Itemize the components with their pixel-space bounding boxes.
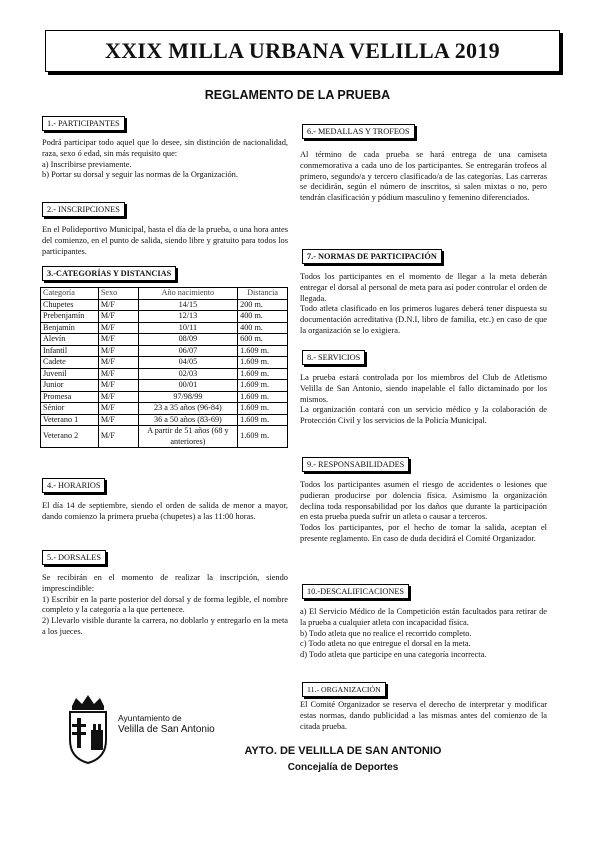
table-cell: M/F [98, 334, 138, 346]
table-row [41, 391, 288, 403]
participantes-item-a: a) Inscribirse previamente. [42, 159, 132, 169]
table-body [41, 299, 288, 448]
title-box [45, 30, 560, 72]
footer-concejalia: Concejalía de Deportes [287, 762, 399, 773]
section-heading-horarios: 4.- HORARIOS [42, 478, 105, 493]
table-row [41, 426, 288, 448]
crown-shield-logo-icon [66, 692, 110, 764]
dorsales-p2: 1) Escribir en la parte posterior del dorsal y de forma legible, el nombre completo y la categoría a la que pertenece. [42, 594, 288, 615]
footer-ayto [238, 745, 448, 774]
table-cell: A partir de 51 años (68 y anteriores) [138, 426, 237, 448]
table-header-row [41, 288, 288, 300]
medallas-text: Al término de cada prueba se hará entrega de una camiseta conmemorativa a cada uno de los participantes. Se entregarán trofeos al primero, segundo/a y tercero clasificado/a de las categorías. Las carreras se decidirán, según el número de inscritos, si salen mixtas o no, pero tendrán clasificación y pódium masculino y femenino diferenciados. [300, 150, 547, 203]
table-cell: 02/03 [138, 368, 237, 380]
dorsales-p1: Se recibirán en el momento de realizar la inscripción, siendo imprescindible: [42, 573, 288, 593]
table-row [41, 380, 288, 392]
table-cell: 1.609 m. [238, 403, 288, 415]
table-header-cell: Distancia [238, 288, 288, 300]
responsabilidades-p1: Todos los participantes asumen el riesgo de accidentes o lesiones que pudieran producirse por dolencia física. Asimismo la organización declina toda responsabilidad por los daños que durante la participación en esta prueba pueda sufrir un atleta o causar a terceros. [300, 480, 547, 522]
table-cell: Promesa [41, 391, 99, 403]
servicios-p2: La organización contará con un servicio médico y la colaboración de Protección Civil y los servicios de la Policía Municipal. [300, 405, 547, 426]
table-cell: 04/05 [138, 357, 237, 369]
descalificaciones-text [300, 607, 547, 661]
descalificaciones-a: a) El Servicio Médico de la Competición están facultados para retirar de la prueba a cualquier atleta con incapacidad física. [300, 607, 547, 627]
normas-p1: Todos los participantes en el momento de llegar a la meta deberán entregar el dorsal al personal de meta para así poder controlar el orden de llegada. [300, 272, 547, 303]
table-header-cell: Sexo [98, 288, 138, 300]
table-cell: Junior [41, 380, 99, 392]
inscripciones-text: En el Polideportivo Municipal, hasta el día de la prueba, o una hora antes del comienzo, en el punto de salida, siendo libre y gratuito para todos los participantes. [42, 225, 288, 256]
table-row [41, 357, 288, 369]
logo-line2: Velilla de San Antonio [118, 724, 215, 735]
table-cell: M/F [98, 357, 138, 369]
table-cell: 97/98/99 [138, 391, 237, 403]
table-row [41, 345, 288, 357]
page-subtitle: REGLAMENTO DE LA PRUEBA [204, 88, 391, 102]
table-cell: 1.609 m. [238, 391, 288, 403]
table-cell: M/F [98, 414, 138, 426]
table-row [41, 311, 288, 323]
table-cell: Prebenjamín [41, 311, 99, 323]
section-participantes-text [42, 138, 288, 181]
section-heading-dorsales: 5.- DORSALES [42, 550, 106, 565]
table-header-cell: Año nacimiento [138, 288, 237, 300]
table-row [41, 403, 288, 415]
table-cell: 10/11 [138, 322, 237, 334]
table-cell: 23 a 35 años (96-84) [138, 403, 237, 415]
servicios-text [300, 373, 547, 427]
normas-p2: Todo atleta clasificado en los primeros lugares deberá tener dispuesta su documentación acreditativa (D.N.I, libro de familia, etc.) en caso de que la organización se lo exigiera. [300, 304, 547, 335]
table-cell: 400 m. [238, 311, 288, 323]
responsabilidades-p2: Todos los participantes, por el hecho de tomar la salida, aceptan el presente reglamento. En caso de duda decidirá el Comité Organizador. [300, 523, 547, 543]
table-row [41, 334, 288, 346]
table-cell: M/F [98, 368, 138, 380]
table-row [41, 368, 288, 380]
responsabilidades-text [300, 480, 547, 545]
table-cell: 00/01 [138, 380, 237, 392]
table-cell: Alevín [41, 334, 99, 346]
dorsales-p3: 2) Llevarlo visible durante la carrera, no doblarlo y entregarlo en la meta a los jueces. [42, 616, 288, 636]
table-cell: 1.609 m. [238, 380, 288, 392]
section-heading-categorias: 3.-CATEGORÍAS Y DISTANCIAS [42, 266, 176, 281]
logo-line1: Ayuntamiento de [118, 713, 182, 723]
table-cell: M/F [98, 299, 138, 311]
table-cell: 1.609 m. [238, 357, 288, 369]
table-cell: 36 a 50 años (83-69) [138, 414, 237, 426]
table-cell: M/F [98, 345, 138, 357]
section-heading-organizacion: 11.- ORGANIZACIÓN [302, 682, 386, 697]
participantes-item-b: b) Portar su dorsal y seguir las normas de la Organización. [42, 170, 238, 180]
table-cell: 1.609 m. [238, 345, 288, 357]
section-heading-medallas: 6.- MEDALLAS Y TROFEOS [302, 124, 415, 139]
table-cell: Cadete [41, 357, 99, 369]
descalificaciones-b: b) Todo atleta que no realice el recorrido completo. [300, 628, 472, 638]
table-cell: Veterano 1 [41, 414, 99, 426]
table-cell: M/F [98, 380, 138, 392]
descalificaciones-c: c) Todo atleta no que entregue el dorsal en la meta. [300, 639, 471, 649]
table-cell: M/F [98, 311, 138, 323]
table-cell: Juvenil [41, 368, 99, 380]
table-cell: 1.609 m. [238, 414, 288, 426]
table-cell: M/F [98, 391, 138, 403]
section-heading-responsabilidades: 9.- RESPONSABILIDADES [302, 457, 409, 472]
table-cell: 600 m. [238, 334, 288, 346]
section-heading-servicios: 8.- SERVICIOS [302, 350, 365, 365]
descalificaciones-d: d) Todo atleta que participe en una categoría incorrecta. [300, 650, 487, 660]
table-cell: 06/07 [138, 345, 237, 357]
table-cell: Benjamín [41, 322, 99, 334]
table-cell: M/F [98, 426, 138, 448]
table-cell: 200 m. [238, 299, 288, 311]
table-row [41, 299, 288, 311]
table-cell: M/F [98, 322, 138, 334]
section-heading-descalificaciones: 10.-DESCALIFICACIONES [302, 584, 409, 599]
table-cell: 1.609 m. [238, 368, 288, 380]
table-cell: 400 m. [238, 322, 288, 334]
table-row [41, 414, 288, 426]
table-cell: 1.609 m. [238, 426, 288, 448]
horarios-text: El día 14 de septiembre, siendo el orden de salida de menor a mayor, dando comienzo la primera prueba (chupetes) a las 11:00 horas. [42, 501, 288, 521]
section-heading-participantes: 1.- PARTICIPANTES [42, 116, 125, 131]
page-title: XXIX MILLA URBANA VELILLA 2019 [105, 38, 500, 63]
footer-ayto-name: AYTO. DE VELILLA DE SAN ANTONIO [244, 745, 442, 757]
logo-text [118, 713, 215, 735]
participantes-intro: Podrá participar todo aquel que lo desee, sin distinción de nacionalidad, raza, sexo ó edad, sin más requisito que: [42, 138, 288, 158]
table-row [41, 322, 288, 334]
table-cell: 12/13 [138, 311, 237, 323]
section-heading-normas: 7.- NORMAS DE PARTICIPACIÓN [302, 249, 442, 264]
servicios-p1: La prueba estará controlada por los miembros del Club de Atletismo Velilla de San Antonio, siendo inapelable el fallo dictaminado por los mismos. [300, 373, 547, 404]
categories-table [40, 287, 288, 448]
section-heading-inscripciones: 2.- INSCRIPCIONES [42, 202, 125, 217]
table-cell: Veterano 2 [41, 426, 99, 448]
table-cell: 14/15 [138, 299, 237, 311]
dorsales-text [42, 573, 288, 638]
table-cell: 08/09 [138, 334, 237, 346]
table-cell: Infantil [41, 345, 99, 357]
organizacion-text: El Comité Organizador se reserva el derecho de interpretar y modificar estas normas, dando publicidad a las mismas antes del comienzo de la citada prueba. [300, 700, 547, 731]
table-header-cell: Categoría [41, 288, 99, 300]
table-cell: M/F [98, 403, 138, 415]
table-cell: Sénior [41, 403, 99, 415]
table-cell: Chupetes [41, 299, 99, 311]
normas-text [300, 272, 547, 337]
